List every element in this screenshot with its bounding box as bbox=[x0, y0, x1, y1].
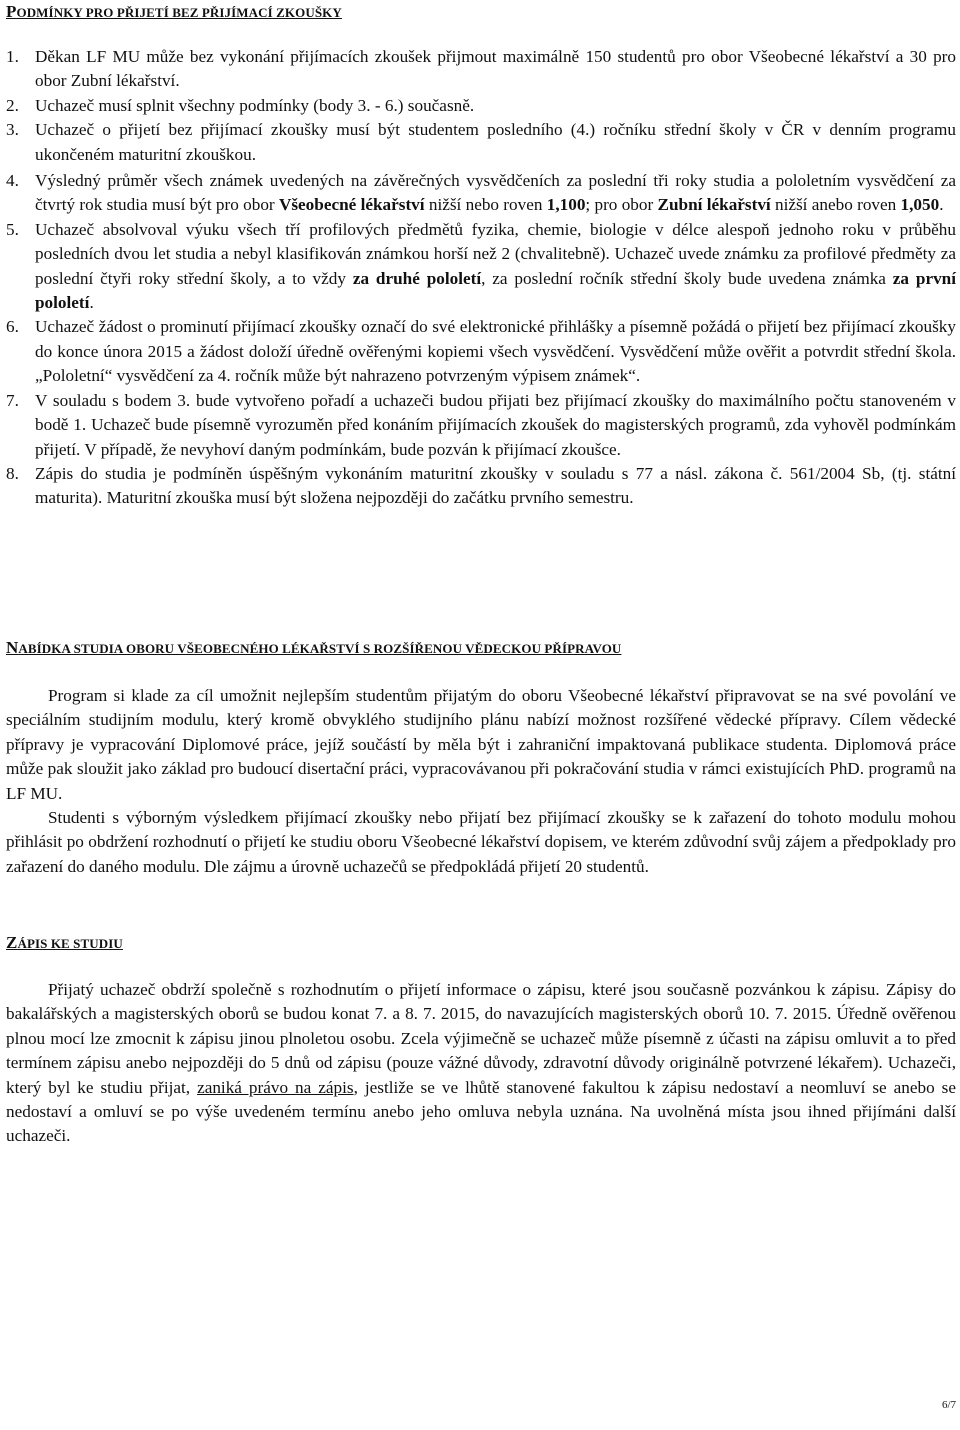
item-text: nižší anebo roven bbox=[770, 195, 901, 215]
emphasis-field: Všeobecné lékařství bbox=[278, 195, 425, 215]
emphasis-value: 1,050 bbox=[900, 195, 940, 215]
paragraph-text: , jestliže se ve lhůtě stanovené fakultou k zápisu nedostaví a neomluví se anebo se nedostaví a omluví se po výše uvedeném termínu anebo jeho omluva nebyla uznána. Na uvolněná místa jsou ihned přijímáni další uchazeči. bbox=[6, 1077, 957, 1146]
heading-capital: Z bbox=[6, 933, 18, 952]
section-heading-conditions bbox=[6, 0, 342, 25]
item-text: Děkan LF MU může bez vykonání přijímacích zkoušek přijmout maximálně 150 studentů pro obor Všeobecné lékařství a 30 pro obor Zubní lékařství. bbox=[35, 47, 956, 91]
list-item bbox=[6, 45, 956, 94]
section-heading-enrollment bbox=[6, 931, 123, 956]
paragraph-text: Přijatý uchazeč obdrží společně s rozhodnutím o přijetí informace o zápisu, které jsou současně pozvánkou k zápisu. Zápisy do bakalářských a magisterských oborů se budou konat 7. a 8. 7. 2015, do navazujících magisterských oborů 10. 7. 2015. Úředně ověřenou plnou mocí lze zmocnit k zápisu jinou plnoletou osobu. Zcela výjimečně se uchazeč může písemně z účasti na zápisu omluvit a to před termínem zápisu anebo nejpozději do 5 dnů od zápisu (pouze vážné důvody, zdravotní důvody originálně potvrzené lékařem). Uchazeči, který byl ke studiu přijat, bbox=[6, 980, 956, 1097]
item-number: 2. bbox=[6, 95, 19, 115]
list-item bbox=[6, 315, 956, 388]
heading-text: ÁPIS KE STUDIU bbox=[17, 936, 123, 951]
emphasis-term: za první pololetí bbox=[35, 268, 957, 313]
conditions-list bbox=[6, 45, 956, 511]
item-text: Uchazeč žádost o prominutí přijímací zkoušky označí do své elektronické přihlášky a písemně požádá o přijetí bez přijímací zkoušky do konce února 2015 a žádost doloží úředně ověřenými kopiemi všech vysvědčení. Vysvědčení může ověřit a potvrdit střední škola. „Pololetní“ vysvědčení za 4. ročník může být nahrazeno potvrzeným výpisem známek“. bbox=[35, 317, 956, 386]
item-text: Uchazeč musí splnit všechny podmínky (body 3. - 6.) současně. bbox=[35, 95, 475, 115]
item-number: 5. bbox=[6, 219, 19, 239]
item-text: nižší nebo roven bbox=[424, 195, 547, 215]
list-item bbox=[6, 118, 956, 167]
page-number: 6/7 bbox=[941, 1399, 956, 1411]
heading-text: ODMÍNKY PRO PŘIJETÍ BEZ PŘIJÍMACÍ ZKOUŠKY bbox=[16, 5, 342, 20]
item-text: Uchazeč o přijetí bez přijímací zkoušky musí být studentem posledního (4.) ročníku střední školy v ČR v denním programu ukončeném maturitní zkouškou. bbox=[35, 120, 956, 164]
item-text: Zápis do studia je podmíněn úspěšným vykonáním maturitní zkoušky v souladu s 77 a násl. zákona č. 561/2004 Sb, (tj. státní maturita). Maturitní zkouška musí být složena nejpozději do začátku prvního semestru. bbox=[35, 463, 956, 508]
heading-capital: P bbox=[6, 2, 17, 21]
emphasis-value: 1,100 bbox=[546, 195, 586, 215]
list-item bbox=[6, 169, 956, 218]
item-text: . bbox=[89, 293, 94, 313]
item-text: V souladu s bodem 3. bude vytvořeno pořadí a uchazeči budou přijati bez přijímací zkoušky do maximálního počtu stanoveném v bodě 1. Uchazeč bude písemně vyrozuměn před konáním přijímacích zkoušek do magisterských programů, zda vyhověl podmínkám přijetí. V případě, že nevyhoví daným podmínkám, bude pozván k přijímací zkoušce. bbox=[35, 390, 956, 459]
section-heading-research-track bbox=[6, 636, 621, 661]
item-number: 6. bbox=[6, 317, 19, 337]
item-number: 3. bbox=[6, 120, 19, 140]
list-item bbox=[6, 94, 956, 118]
paragraph: Program si klade za cíl umožnit nejlepším studentům přijatým do oboru Všeobecné lékařství připravovat se na své povolání ve speciálním studijním modulu, který kromě obvyklého studijního plánu nabízí možnost rozšířené vědecké přípravy. Cílem vědecké přípravy je vypracování Diplomové práce, jejíž součástí by měla být i zahraniční impaktovaná publikace studenta. Diplomová práce může pak sloužit jako základ pro budoucí disertační práci, vypracovávanou při pokračování studia v rámci existujících PhD. programů na LF MU. bbox=[6, 686, 956, 803]
item-text: ; pro obor bbox=[585, 195, 658, 215]
list-item bbox=[6, 389, 956, 462]
item-text: . bbox=[939, 195, 944, 215]
item-text: , za poslední ročník střední školy bude uvedena známka bbox=[481, 268, 893, 288]
emphasis-field: Zubní lékařství bbox=[657, 195, 771, 215]
item-number: 4. bbox=[6, 171, 19, 191]
item-number: 7. bbox=[6, 390, 19, 410]
list-item bbox=[6, 218, 956, 316]
paragraph bbox=[6, 978, 956, 1149]
item-number: 1. bbox=[6, 47, 19, 66]
underlined-phrase: zaniká právo na zápis bbox=[197, 1077, 354, 1097]
emphasis-term: za druhé pololetí bbox=[352, 268, 482, 288]
item-text: Výsledný průměr všech známek uvedených na závěrečných vysvědčeních za poslední tři roky studia a pololetním vysvědčení za čtvrtý rok studia musí být pro obor bbox=[35, 171, 956, 215]
heading-capital: N bbox=[6, 638, 19, 657]
paragraph: Studenti s výborným výsledkem přijímací zkoušky nebo přijatí bez přijímací zkoušky se k zařazení do tohoto modulu mohou přihlásit po obdržení rozhodnutí o přijetí ke studiu oboru Všeobecné lékařství dopisem, ve kterém zdůvodní svůj zájem a předpoklady pro zařazení do daného modulu. Dle zájmu a úrovně uchazečů se předpokládá přijetí 20 studentů. bbox=[6, 808, 956, 876]
item-number: 8. bbox=[6, 463, 19, 483]
heading-text: ABÍDKA STUDIA OBORU VŠEOBECNÉHO LÉKAŘSTVÍ S ROZŠÍŘENOU VĚDECKOU PŘÍPRAVOU bbox=[18, 641, 622, 656]
list-item bbox=[6, 462, 956, 511]
item-text: Uchazeč absolvoval výuku všech tří profilových předmětů fyzika, chemie, biologie v délce alespoň jednoho roku v průběhu posledních dvou let studia a nebyl klasifikován známkou horší než 2 (chvalitebně). Uchazeč uvede známku za profilové předměty za poslední čtyři roky střední školy, a to vždy bbox=[35, 219, 956, 288]
